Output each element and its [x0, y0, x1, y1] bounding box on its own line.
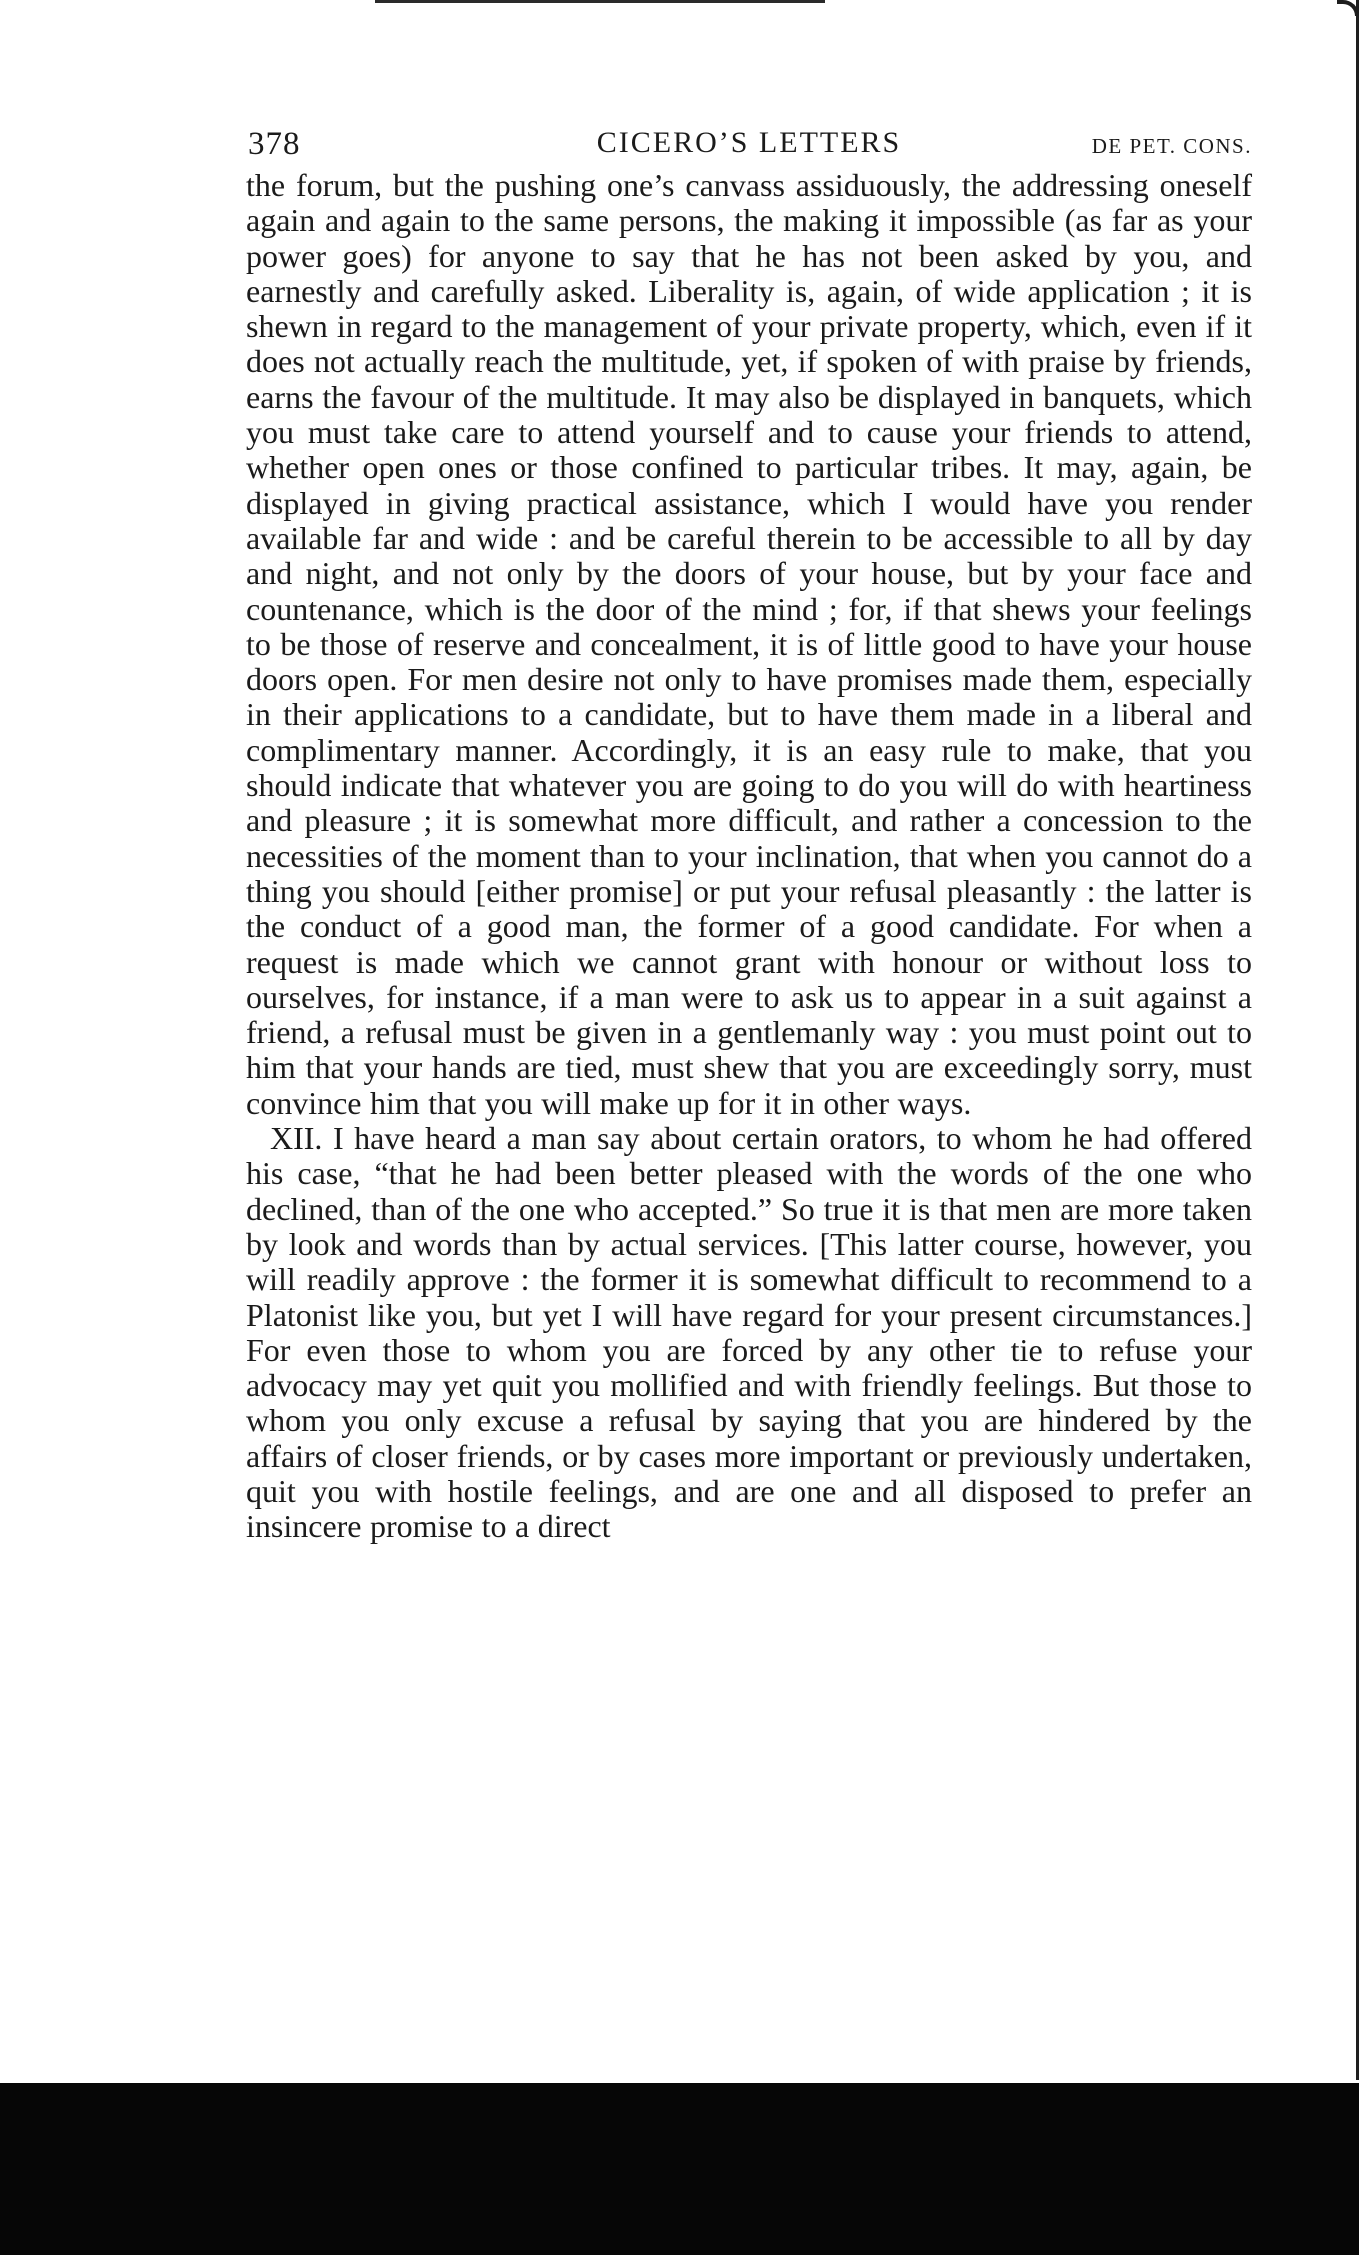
running-head — [246, 118, 1252, 168]
section-reference: DE PET. CONS. — [1091, 134, 1252, 158]
top-rule — [375, 0, 825, 3]
body-text — [246, 168, 1252, 1545]
page-number: 378 — [248, 126, 301, 162]
paragraph-2: XII. I have heard a man say about certain orators, to whom he had offered his case, “that he had been better pleased with the words of the one who declined, than of the one who accepted.” So true it is that men are more taken by look and words than by actual services. [This latter course, however, you will readily approve : the former it is somewhat difficult to recommend to a Platonist like you, but yet I will have regard for your present circumstances.] For even those to whom you are forced by any other tie to refuse your advocacy may yet quit you mollified and with friendly feelings. But those to whom you only excuse a refusal by saying that you are hindered by the affairs of closer friends, or by cases more important or previously undertaken, quit you with hostile feelings, and are one and all disposed to prefer an insincere promise to a direct — [246, 1120, 1252, 1545]
running-title: CICERO’S LETTERS — [596, 126, 902, 159]
paragraph-1: the forum, but the pushing one’s canvass assiduously, the addressing oneself again and again to the same persons, the making it impossible (as far as your power goes) for anyone to say that he has not been asked by you, and earnestly and carefully asked. Liberality is, again, of wide application ; it is shewn in regard to the management of your private property, which, even if it does not actually reach the multitude, yet, if spoken of with praise by friends, earns the favour of the multitude. It may also be displayed in banquets, which you must take care to attend yourself and to cause your friends to attend, whether open ones or those confined to particular tribes. It may, again, be displayed in giving practical assistance, which I would have you render available far and wide : and be careful therein to be accessible to all by day and night, and not only by the doors of your house, but by your face and countenance, which is the door of the mind ; for, if that shews your feelings to be those of reserve and concealment, it is of little good to have your house doors open. For men desire not only to have promises made them, especially in their applications to a candidate, but to have them made in a liberal and complimentary manner. Accordingly, it is an easy rule to make, that you should indicate that whatever you are going to do you will do with heartiness and pleasure ; it is somewhat more difficult, and rather a concession to the necessities of the moment than to your inclination, that when you cannot do a thing you should [either promise] or put your refusal pleasantly : the latter is the conduct of a good man, the former of a good candidate. For when a request is made which we cannot grant with honour or without loss to ourselves, for instance, if a man were to ask us to appear in a suit against a friend, a refusal must be given in a gentlemanly way : you must point out to him that your hands are tied, must shew that you are exceedingly sorry, must convince him that you will make up for it in other ways. — [246, 167, 1252, 1121]
scan-bottom-band — [0, 2083, 1359, 2255]
book-page — [246, 118, 1252, 1545]
